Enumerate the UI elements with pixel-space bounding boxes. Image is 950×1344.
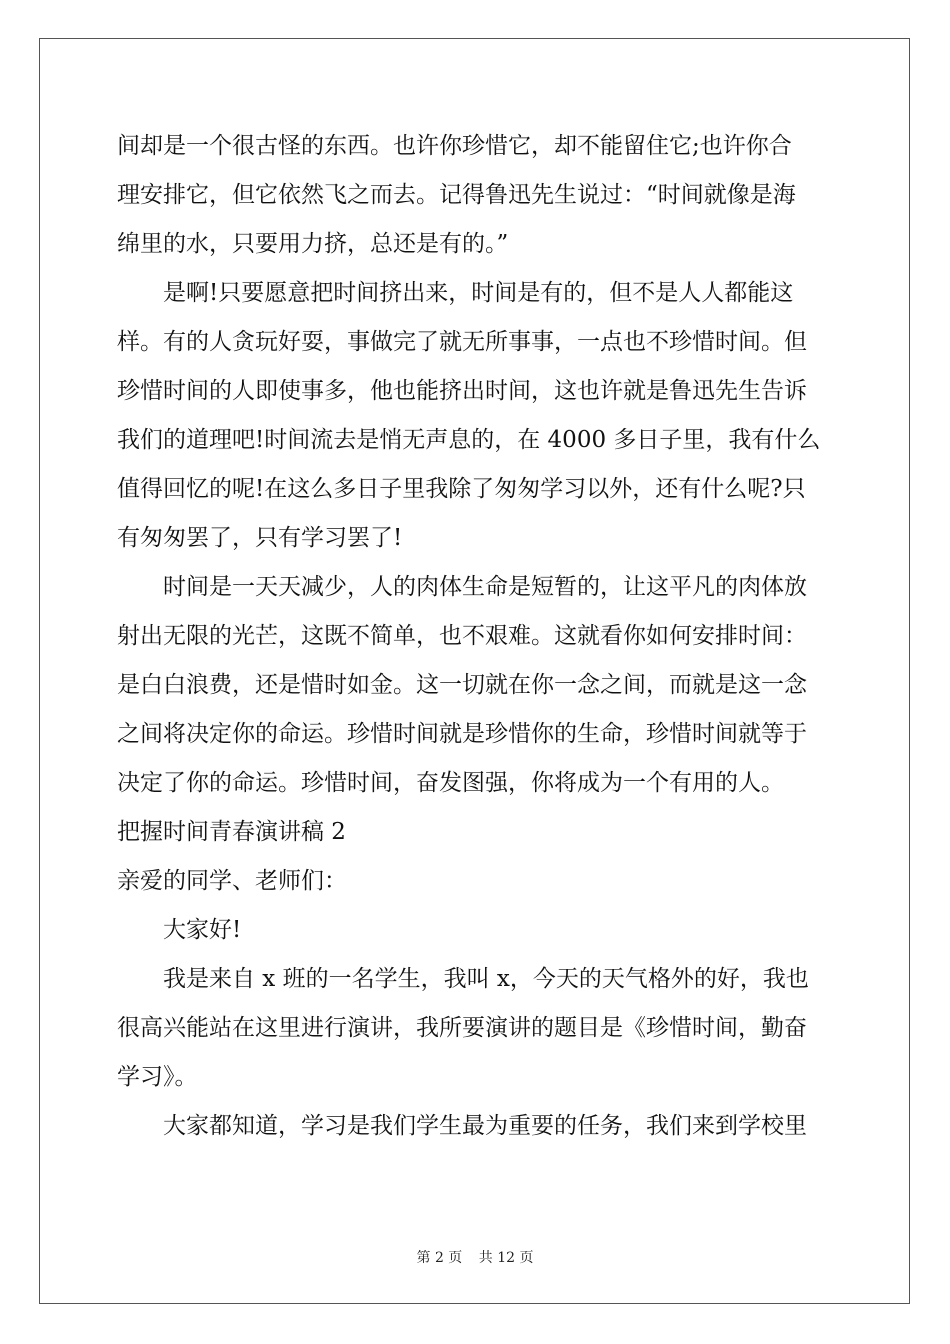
page-footer xyxy=(0,1247,950,1267)
text-line: 时间是一天天减少，人的肉体生命是短暂的，让这平凡的肉体放 xyxy=(163,574,807,600)
text-line: 珍惜时间的人即使事多，他也能挤出时间，这也许就是鲁迅先生告诉 xyxy=(117,378,807,404)
greeting: 大家好! xyxy=(163,917,242,943)
text-line: 大家都知道，学习是我们学生最为重要的任务，我们来到学校里 xyxy=(163,1113,807,1139)
text-line: 有匆匆罢了，只有学习罢了! xyxy=(117,525,403,551)
text-line: 学习》。 xyxy=(117,1064,198,1090)
page-total: 共 12 页 xyxy=(478,1250,534,1266)
document-body xyxy=(117,122,837,1151)
page-number: 第 2 页 xyxy=(416,1250,463,1266)
text-line: 绵里的水，只要用力挤，总还是有的。” xyxy=(117,231,509,257)
text-line: 之间将决定你的命运。珍惜时间就是珍惜你的生命，珍惜时间就等于 xyxy=(117,721,807,747)
text-line: 我是来自 x 班的一名学生，我叫 x，今天的天气格外的好，我也 xyxy=(163,966,809,992)
salutation: 亲爱的同学、老师们： xyxy=(117,868,347,894)
text-line: 决定了你的命运。珍惜时间，奋发图强，你将成为一个有用的人。 xyxy=(117,770,784,796)
text-line: 值得回忆的呢!在这么多日子里我除了匆匆学习以外，还有什么呢?只 xyxy=(117,476,806,502)
text-line: 是白白浪费，还是惜时如金。这一切就在你一念之间，而就是这一念 xyxy=(117,672,807,698)
section-heading: 把握时间青春演讲稿 2 xyxy=(117,819,346,845)
text-line: 射出无限的光芒，这既不简单，也不艰难。这就看你如何安排时间： xyxy=(117,623,807,649)
text-line: 很高兴能站在这里进行演讲，我所要演讲的题目是《珍惜时间，勤奋 xyxy=(117,1015,807,1041)
text-line: 理安排它，但它依然飞之而去。记得鲁迅先生说过：“时间就像是海 xyxy=(117,182,796,208)
text-line: 样。有的人贪玩好耍，事做完了就无所事事，一点也不珍惜时间。但 xyxy=(117,329,807,355)
text-line: 我们的道理吧!时间流去是悄无声息的，在 4000 多日子里，我有什么 xyxy=(117,427,821,453)
text-line: 间却是一个很古怪的东西。也许你珍惜它，却不能留住它;也许你合 xyxy=(117,133,792,159)
text-line: 是啊!只要愿意把时间挤出来，时间是有的，但不是人人都能这 xyxy=(163,280,794,306)
